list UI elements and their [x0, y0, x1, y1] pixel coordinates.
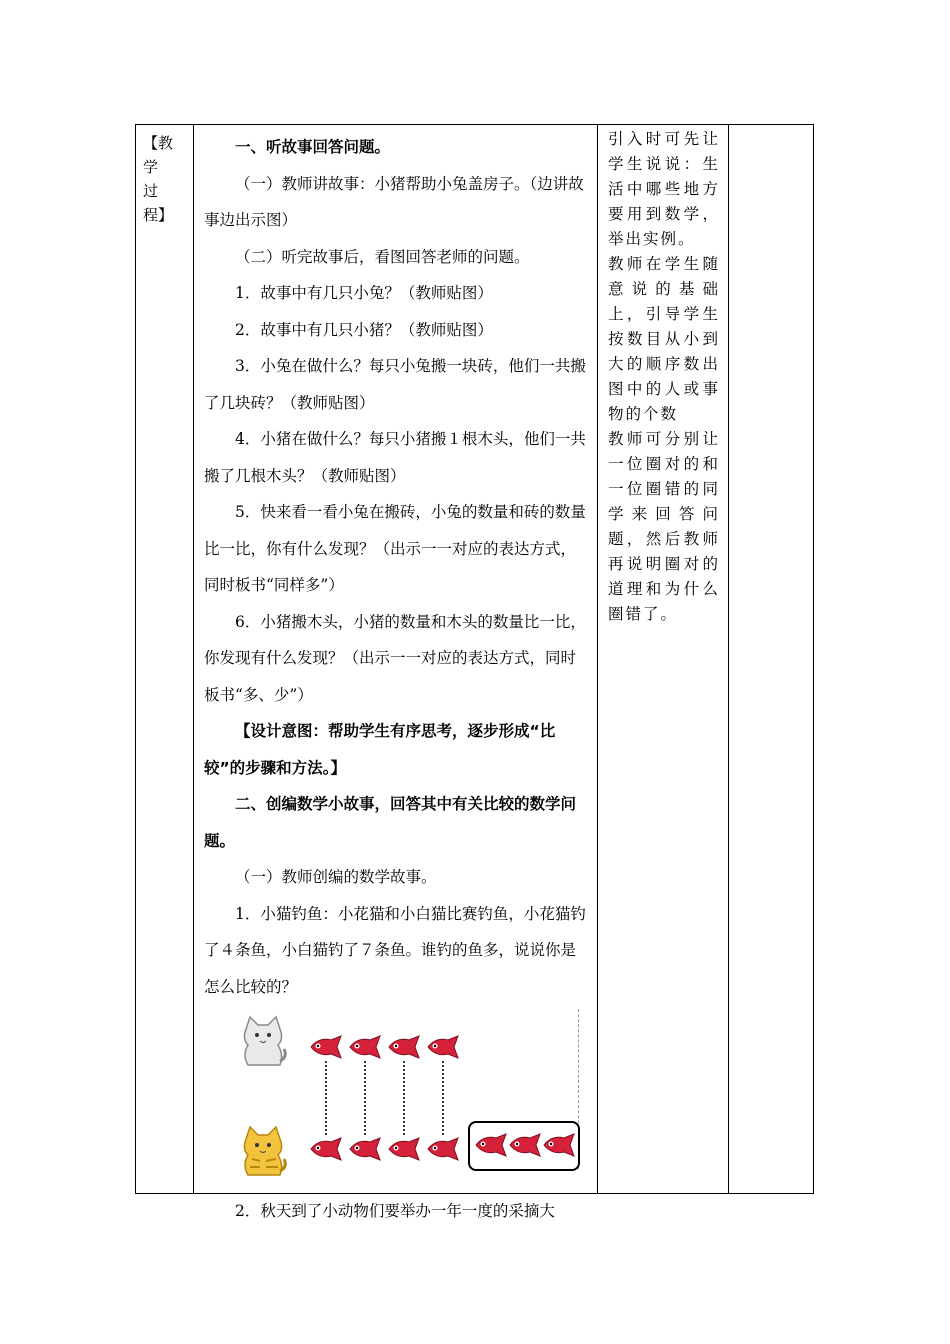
question-6: 6．小猪搬木头，小猪的数量和木头的数量比一比，你发现有什么发现？（出示一一对应的表达方式，同时板书“多、少”） — [204, 612, 586, 704]
fish-icon — [309, 1035, 343, 1059]
fish-icon — [508, 1133, 542, 1157]
fish-icon — [348, 1035, 382, 1059]
paragraph: （二）听完故事后，看图回答老师的问题。 — [235, 247, 530, 266]
empty-cell — [729, 125, 814, 1194]
lesson-plan-table — [135, 124, 814, 1220]
question-4: 4．小猪在做什么？每只小猪搬１根木头，他们一共搬了几根木头？（教师贴图） — [204, 430, 586, 485]
cat-fishing-figure — [236, 1009, 581, 1189]
design-intent: 【设计意图：帮助学生有序思考，逐步形成“比较”的步骤和方法。】 — [204, 722, 556, 777]
white-cat-icon — [238, 1015, 288, 1071]
fish-icon — [309, 1137, 343, 1161]
fish-icon — [426, 1137, 460, 1161]
fish-icon — [474, 1133, 508, 1157]
question-3: 3．小兔在做什么？每只小兔搬一块砖，他们一共搬了几块砖？（教师贴图） — [204, 357, 586, 412]
match-line — [442, 1061, 444, 1135]
fish-icon — [542, 1133, 576, 1157]
notes-cell — [598, 125, 729, 1194]
match-line — [403, 1061, 405, 1135]
fish-icon — [348, 1137, 382, 1161]
section-heading-1: 一、听故事回答问题。 — [235, 138, 391, 156]
note-3: 教师可分别让一位圈对的和一位圈错的同学来回答问题，然后教师再说明圈对的道理和为什么圈错了。 — [608, 430, 720, 623]
match-line — [325, 1061, 327, 1135]
paragraph: （一）教师讲故事：小猪帮助小兔盖房子。（边讲故事边出示图） — [204, 174, 584, 229]
note-2: 教师在学生随意说的基础上，引导学生按数目从小到大的顺序数出图中的人或事物的个数 — [608, 255, 720, 423]
section-heading-2: 二、创编数学小故事，回答其中有关比较的数学问题。 — [204, 795, 577, 850]
story-1: 1．小猫钓鱼：小花猫和小白猫比赛钓鱼，小花猫钓了４条鱼，小白猫钓了７条鱼。谁钓的鱼多，说说你是怎么比较的？ — [204, 904, 586, 996]
fish-icon — [426, 1035, 460, 1059]
fish-icon — [387, 1035, 421, 1059]
question-1: 1．故事中有几只小兔？（教师贴图） — [235, 284, 493, 302]
question-5: 5．快来看一看小兔在搬砖，小兔的数量和砖的数量比一比，你有什么发现？（出示一一对应的表达方式，同时板书“同样多”） — [204, 503, 586, 594]
note-1: 引入时可先让学生说说：生活中哪些地方要用到数学，举出实例。 — [608, 130, 720, 248]
stage-cell — [136, 125, 194, 1194]
stage-label: 【教学过程】 — [143, 134, 174, 224]
match-line — [364, 1061, 366, 1135]
fish-icon — [387, 1137, 421, 1161]
tabby-cat-icon — [238, 1125, 288, 1181]
main-content-cell — [194, 125, 598, 1220]
paragraph: （一）教师创编的数学故事。 — [235, 868, 437, 886]
table-row — [136, 125, 814, 1194]
question-2: 2．故事中有几只小猪？（教师贴图） — [235, 320, 493, 339]
story-2: 2．秋天到了小动物们要举办一年一度的采摘大 — [235, 1202, 555, 1220]
